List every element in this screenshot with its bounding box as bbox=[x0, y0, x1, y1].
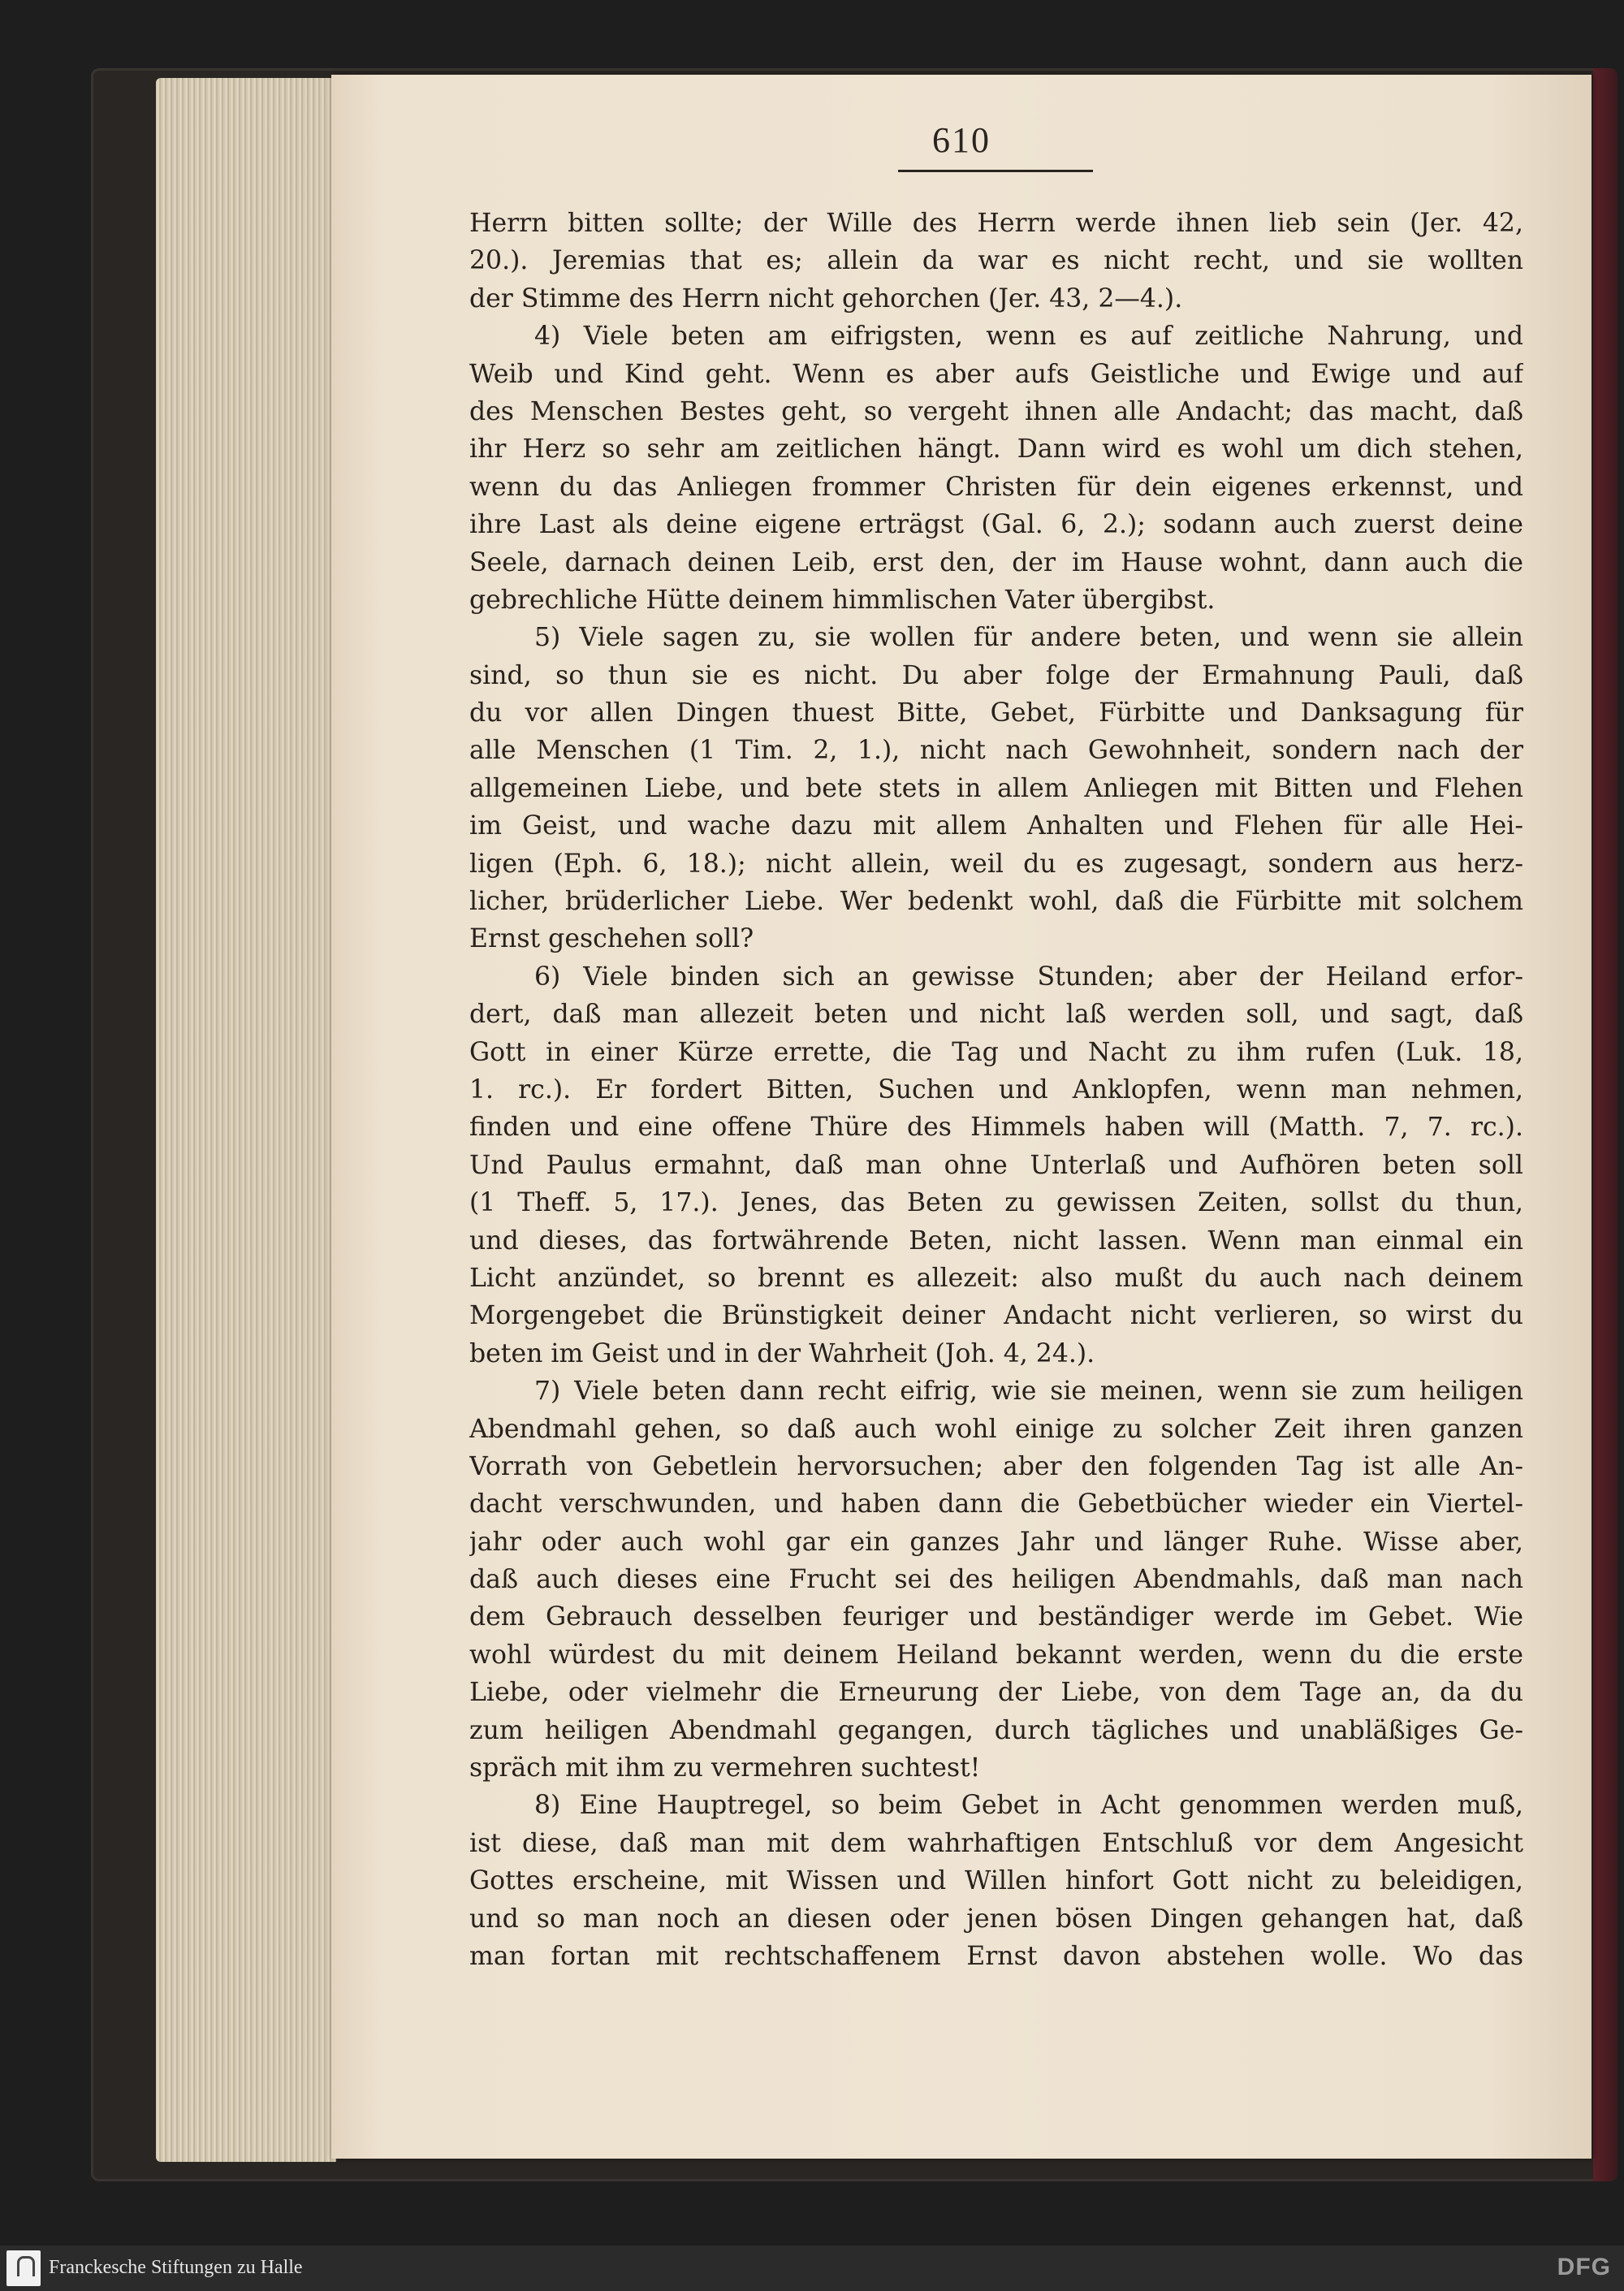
text-line: 8) Eine Hauptregel, so beim Gebet in Acht genommen werden muß, bbox=[534, 1791, 1523, 1821]
text-line: ligen (Eph. 6, 18.); nicht allein, weil du es zugesagt, sondern aus herz- bbox=[469, 849, 1523, 879]
text-line: der Stimme des Herrn nicht gehorchen (Jer. 43, 2—4.). bbox=[469, 283, 1183, 313]
text-line: des Menschen Bestes geht, so vergeht ihnen alle Andacht; das macht, daß bbox=[469, 396, 1523, 426]
text-line: finden und eine offene Thüre des Himmels haben will (Matth. 7, 7. rc.). bbox=[469, 1113, 1523, 1143]
text-line: Abendmahl gehen, so daß auch wohl einige zu solcher Zeit ihren ganzen bbox=[469, 1414, 1523, 1444]
text-line: beten im Geist und in der Wahrheit (Joh. 4, 24.). bbox=[469, 1338, 1095, 1368]
text-line: dacht verschwunden, und haben dann die Gebetbücher wieder ein Viertel- bbox=[469, 1489, 1523, 1519]
footer-bar bbox=[0, 2246, 1624, 2291]
page-edges bbox=[156, 78, 336, 2162]
text-line: Morgengebet die Brünstigkeit deiner Andacht nicht verlieren, so wirst du bbox=[469, 1301, 1523, 1331]
text-line: wohl würdest du mit deinem Heiland bekannt werden, wenn du die erste bbox=[469, 1640, 1523, 1670]
page-number-rule bbox=[898, 170, 1093, 172]
text-line: 7) Viele beten dann recht eifrig, wie sie meinen, wenn sie zum heiligen bbox=[534, 1377, 1523, 1407]
text-line: 5) Viele sagen zu, sie wollen für andere beten, und wenn sie allein bbox=[534, 623, 1523, 653]
institution-name: Franckesche Stiftungen zu Halle bbox=[49, 2257, 303, 2278]
text-line: wenn du das Anliegen frommer Christen für dein eigenes erkennst, und bbox=[469, 472, 1523, 502]
text-line: ist diese, daß man mit dem wahrhaftigen Entschluß vor dem Angesicht bbox=[469, 1828, 1523, 1858]
cover-edge bbox=[1593, 68, 1618, 2181]
text-line: und dieses, das fortwährende Beten, nicht lassen. Wenn man einmal ein bbox=[469, 1225, 1523, 1256]
text-line: und so man noch an diesen oder jenen bösen Dingen gehangen hat, daß bbox=[469, 1904, 1523, 1934]
dfg-logo: DFG bbox=[1557, 2254, 1611, 2280]
page-number: 610 bbox=[932, 120, 991, 160]
text-line: ihre Last als deine eigene erträgst (Gal. 6, 2.); sodann auch zuerst deine bbox=[469, 510, 1523, 540]
text-line: Weib und Kind geht. Wenn es aber aufs Geistliche und Ewige und auf bbox=[469, 359, 1523, 389]
text-line: sind, so thun sie es nicht. Du aber folge der Ermahnung Pauli, daß bbox=[469, 660, 1523, 690]
text-line: 1. rc.). Er fordert Bitten, Suchen und Anklopfen, wenn man nehmen, bbox=[469, 1074, 1523, 1104]
text-line: zum heiligen Abendmahl gegangen, durch tägliches und unabläßiges Ge- bbox=[469, 1715, 1523, 1745]
text-line: licher, brüderlicher Liebe. Wer bedenkt wohl, daß die Fürbitte mit solchem bbox=[469, 887, 1523, 917]
page-text bbox=[469, 205, 1523, 1975]
text-line: im Geist, und wache dazu mit allem Anhalten und Flehen für alle Hei- bbox=[469, 811, 1523, 841]
text-line: 20.). Jeremias that es; allein da war es nicht recht, und sie wollten bbox=[469, 246, 1523, 276]
text-line: du vor allen Dingen thuest Bitte, Gebet, Fürbitte und Danksagung für bbox=[469, 698, 1523, 728]
text-line: Herrn bitten sollte; der Wille des Herrn werde ihnen lieb sein (Jer. 42, bbox=[469, 209, 1523, 238]
text-line: Ernst geschehen soll? bbox=[469, 924, 754, 954]
text-line: gebrechliche Hütte deinem himmlischen Vater übergibst. bbox=[469, 585, 1216, 615]
text-line: man fortan mit rechtschaffenem Ernst davon abstehen wolle. Wo das bbox=[469, 1941, 1523, 1971]
text-line: Und Paulus ermahnt, daß man ohne Unterlaß und Aufhören beten soll bbox=[469, 1150, 1523, 1180]
text-line: 4) Viele beten am eifrigsten, wenn es auf zeitliche Nahrung, und bbox=[534, 322, 1523, 352]
text-line: Gott in einer Kürze errette, die Tag und Nacht zu ihm rufen (Luk. 18, bbox=[469, 1037, 1523, 1067]
text-line: dert, daß man allezeit beten und nicht laß werden soll, und sagt, daß bbox=[469, 1000, 1523, 1030]
text-line: Licht anzündet, so brennt es allezeit: also mußt du auch nach deinem bbox=[469, 1263, 1523, 1293]
text-line: daß auch dieses eine Frucht sei des heiligen Abendmahls, daß man nach bbox=[469, 1565, 1523, 1595]
text-line: allgemeinen Liebe, und bete stets in allem Anliegen mit Bitten und Flehen bbox=[469, 773, 1523, 803]
text-line: jahr oder auch wohl gar ein ganzes Jahr und länger Ruhe. Wisse aber, bbox=[469, 1527, 1523, 1557]
text-line: Gottes erscheine, mit Wissen und Willen hinfort Gott nicht zu beleidigen, bbox=[469, 1866, 1523, 1896]
text-line: 6) Viele binden sich an gewisse Stunden; aber der Heiland erfor- bbox=[534, 962, 1523, 992]
text-line: Vorrath von Gebetlein hervorsuchen; aber den folgenden Tag ist alle An- bbox=[469, 1451, 1523, 1481]
text-line: alle Menschen (1 Tim. 2, 1.), nicht nach Gewohnheit, sondern nach der bbox=[469, 736, 1523, 766]
text-line: Liebe, oder vielmehr die Erneurung der Liebe, von dem Tage an, da du bbox=[469, 1678, 1523, 1708]
text-line: dem Gebrauch desselben feuriger und beständiger werde im Gebet. Wie bbox=[469, 1602, 1523, 1632]
text-line: (1 Theff. 5, 17.). Jenes, das Beten zu gewissen Zeiten, sollst du thun, bbox=[469, 1188, 1523, 1218]
text-line: Seele, darnach deinen Leib, erst den, der im Hause wohnt, dann auch die bbox=[469, 547, 1523, 577]
institution-logo-icon bbox=[6, 2250, 41, 2286]
book-page bbox=[331, 75, 1592, 2159]
text-line: ihr Herz so sehr am zeitlichen hängt. Dann wird es wohl um dich stehen, bbox=[469, 434, 1523, 465]
text-line: spräch mit ihm zu vermehren suchtest! bbox=[469, 1753, 981, 1783]
